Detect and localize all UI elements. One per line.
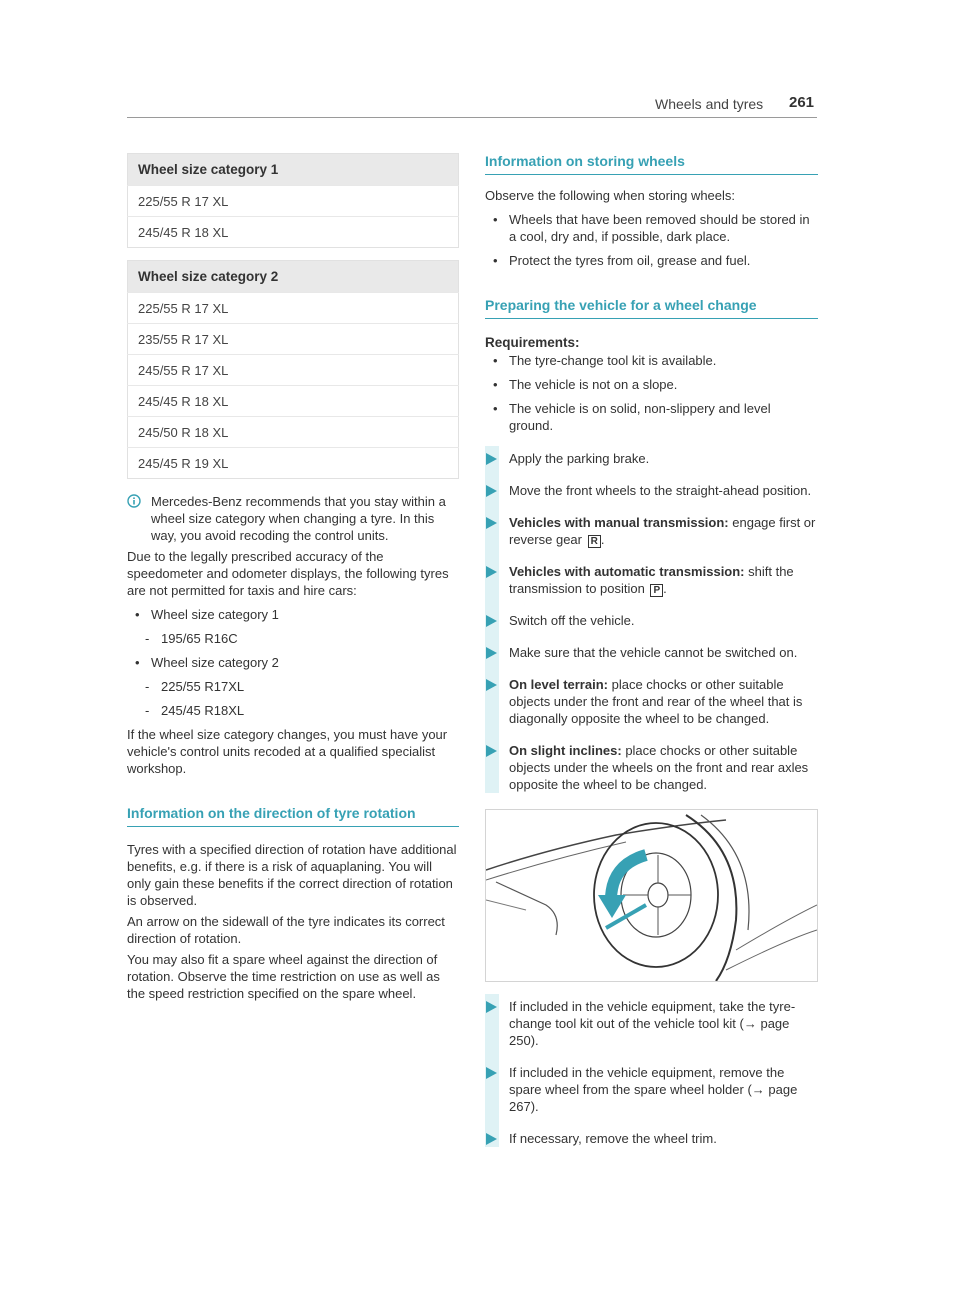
step	[485, 612, 818, 629]
list-item: • The vehicle is on solid, non-slippery and level ground.	[485, 400, 818, 434]
step-text: place chocks or other suitable objects under the wheels on the front and rear axles opposite the wheel to be changed.	[509, 743, 809, 792]
step	[485, 450, 818, 467]
table-row: 245/45 R 18 XL	[128, 217, 459, 248]
step-text: shift the transmission to position	[509, 564, 794, 596]
step-label: Vehicles with automatic transmission:	[509, 564, 745, 579]
step	[485, 998, 818, 1049]
note-text: Mercedes-Benz recommends that you stay within a wheel size category when changing a tyre. In this way, you avoid recoding the control units.	[151, 494, 446, 543]
step-text: If included in the vehicle equipment, remove the spare wheel from the spare wheel holder (→ page 267).	[509, 1065, 798, 1114]
step-label: On slight inclines:	[509, 743, 622, 758]
left-column	[127, 153, 459, 1002]
step-text: Switch off the vehicle.	[509, 613, 635, 628]
header-rule	[127, 117, 817, 118]
step-label: Vehicles with manual transmission:	[509, 515, 729, 530]
step-text: If necessary, remove the wheel trim.	[509, 1131, 717, 1146]
step	[485, 644, 818, 661]
rotation-p1: Tyres with a specified direction of rotation have additional benefits, e.g. if there is a risk of aquaplaning. You will only gain these benefits if the correct direction of rotation is observed.	[127, 842, 457, 908]
table-row: 245/50 R 18 XL	[128, 417, 459, 448]
table-title: Wheel size category 2	[128, 261, 459, 293]
step-arrow-icon	[486, 517, 497, 529]
legal-outro: If the wheel size category changes, you must have your vehicle's control units recoded at a qualified specialist workshop.	[127, 727, 448, 776]
list-subitem: - 245/45 R18XL	[127, 702, 459, 719]
table-row: 245/45 R 19 XL	[128, 448, 459, 479]
wheel-illustration	[485, 809, 818, 982]
step-text: place chocks or other suitable objects under the front and rear of the wheel that is diagonally opposite the wheel to be changed.	[509, 677, 803, 726]
preparing-heading: Preparing the vehicle for a wheel change	[485, 297, 818, 319]
list-item: • Wheel size category 1	[127, 606, 459, 623]
step-label: On level terrain:	[509, 677, 608, 692]
step-arrow-icon	[486, 1001, 497, 1013]
step-arrow-icon	[486, 679, 497, 691]
step-arrow-icon	[486, 615, 497, 627]
step-text: Apply the parking brake.	[509, 451, 650, 466]
wheel-size-table-1	[127, 153, 459, 248]
table-row: 225/55 R 17 XL	[128, 186, 459, 217]
step	[485, 1064, 818, 1115]
step-list	[485, 450, 818, 793]
table-row: 235/55 R 17 XL	[128, 324, 459, 355]
step-text: Make sure that the vehicle cannot be switched on.	[509, 645, 798, 660]
storing-heading: Information on storing wheels	[485, 153, 818, 175]
rotation-heading: Information on the direction of tyre rotation	[127, 805, 459, 827]
step	[485, 742, 818, 793]
header-section-title: Wheels and tyres	[655, 96, 764, 112]
step-arrow-icon	[486, 1133, 497, 1145]
step-text: If included in the vehicle equipment, take the tyre-change tool kit out of the vehicle tool kit (→ page 250).	[509, 999, 796, 1048]
gear-p-glyph: P	[650, 584, 663, 597]
step	[485, 676, 818, 727]
step	[485, 482, 818, 499]
list-subitem: - 225/55 R17XL	[127, 678, 459, 695]
requirements-label: Requirements:	[485, 335, 580, 350]
step: Vehicles with manual transmission: engage first or reverse gear R .	[485, 514, 818, 548]
step-arrow-icon	[486, 453, 497, 465]
list-item: • Wheel size category 2	[127, 654, 459, 671]
right-column	[485, 153, 818, 1147]
legal-intro: Due to the legally prescribed accuracy of the speedometer and odometer displays, the following tyres are not permitted for taxis and hire cars:	[127, 549, 449, 598]
list-item: • The vehicle is not on a slope.	[485, 376, 818, 393]
list-item: • Wheels that have been removed should be stored in a cool, dry and, if possible, dark place.	[485, 211, 818, 245]
step-text: engage first or reverse gear	[509, 515, 816, 547]
info-note	[127, 493, 459, 544]
rotation-p3: You may also fit a spare wheel against the direction of rotation. Observe the time restriction on use as well as the speed restriction specified on the spare wheel.	[127, 952, 440, 1001]
page-number: 261	[789, 94, 815, 111]
table-row: 245/45 R 18 XL	[128, 386, 459, 417]
step: Vehicles with automatic transmission: shift the transmission to position P .	[485, 563, 818, 597]
gear-r-glyph: R	[588, 535, 601, 548]
step-arrow-icon	[486, 566, 497, 578]
wheel-size-table-2	[127, 260, 459, 479]
step-arrow-icon	[486, 745, 497, 757]
car-wheel-drawing	[486, 810, 817, 981]
info-icon	[127, 494, 141, 508]
step-arrow-icon	[486, 485, 497, 497]
table-row: 225/55 R 17 XL	[128, 293, 459, 324]
table-row: 245/55 R 17 XL	[128, 355, 459, 386]
step-arrow-icon	[486, 647, 497, 659]
list-subitem: - 195/65 R16C	[127, 630, 459, 647]
list-item: • Protect the tyres from oil, grease and fuel.	[485, 252, 818, 269]
step	[485, 1130, 818, 1147]
rotation-p2: An arrow on the sidewall of the tyre indicates its correct direction of rotation.	[127, 914, 445, 946]
step-list	[485, 998, 818, 1147]
step-arrow-icon	[486, 1067, 497, 1079]
table-title: Wheel size category 1	[128, 154, 459, 186]
step-text: Move the front wheels to the straight-ahead position.	[509, 483, 812, 498]
storing-intro: Observe the following when storing wheels:	[485, 188, 736, 203]
list-item: • The tyre-change tool kit is available.	[485, 352, 818, 369]
